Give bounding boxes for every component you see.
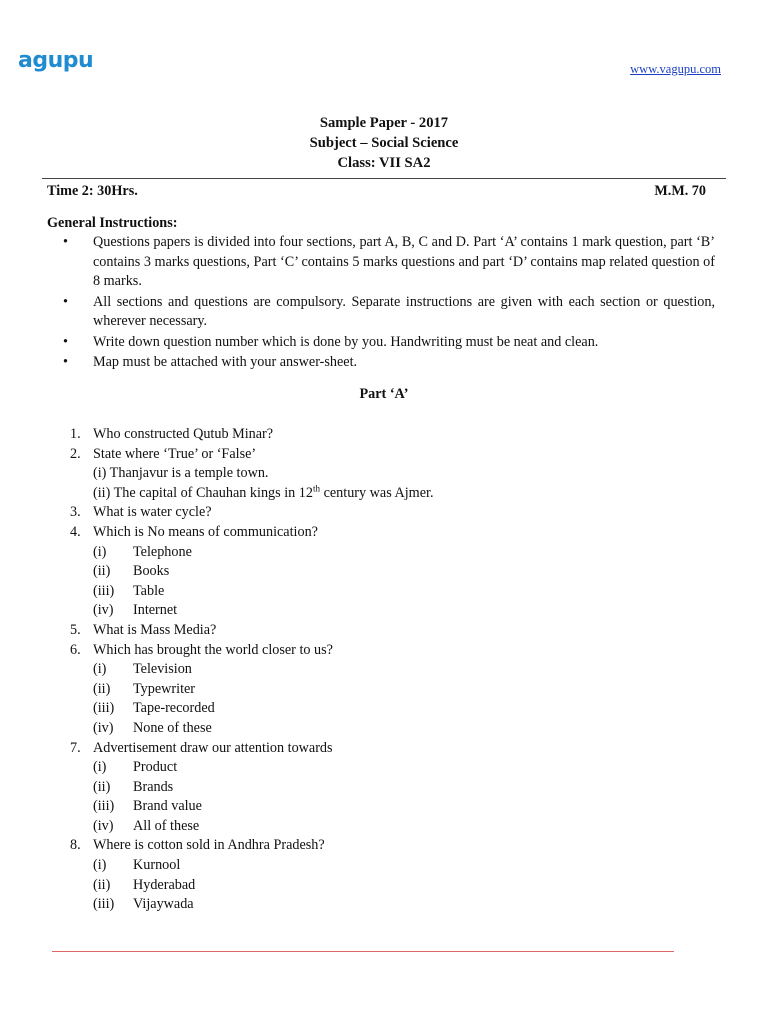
time-label: Time 2: 30Hrs.	[47, 183, 138, 199]
option-item: (i) Product	[93, 759, 178, 776]
option-item: (iii) Vijaywada	[93, 896, 194, 913]
instructions-list	[47, 233, 715, 374]
logo-text: agupu	[18, 48, 94, 73]
bullet-icon: •	[63, 234, 68, 250]
part-a-questions	[70, 425, 720, 915]
option-item: (iii) Table	[93, 582, 165, 599]
instruction-item: • Map must be attached with your answer-sheet.	[47, 353, 715, 373]
instructions-heading: General Instructions:	[47, 215, 178, 231]
time-marks-row	[47, 183, 706, 200]
option-item: (iii) Brand value	[93, 798, 202, 815]
question-7: 7. Advertisement draw our attention towards	[70, 739, 333, 756]
paper-titles	[0, 113, 768, 173]
paper-title: Sample Paper - 2017	[319, 115, 449, 131]
instruction-item: • Write down question number which is done by you. Handwriting must be neat and clean.	[47, 333, 715, 353]
option-item: (i) Telephone	[93, 543, 192, 560]
option-item: (i) Television	[93, 661, 192, 678]
instruction-item: • All sections and questions are compulsory. Separate instructions are given with each section or question, wherever necessary.	[63, 293, 715, 329]
option-item: (iv) None of these	[93, 719, 212, 736]
instruction-item: • Questions papers is divided into four sections, part A, B, C and D. Part ‘A’ contains 1 mark question, part ‘B’ contains 3 marks questions, Part ‘C’ contains 5 marks questions and part ‘D’ contains map related question of 8 marks.	[63, 234, 715, 289]
question-1: 1. Who constructed Qutub Minar?	[70, 426, 274, 442]
question-8: 8. Where is cotton sold in Andhra Pradesh?	[70, 837, 325, 854]
question-4: 4. Which is No means of communication?	[70, 523, 318, 540]
question-2-statement-1: (i) Thanjavur is a temple town.	[93, 465, 269, 482]
question-5: 5. What is Mass Media?	[70, 621, 217, 638]
question-2: 2. State where ‘True’ or ‘False’	[70, 445, 257, 462]
question-3: 3. What is water cycle?	[70, 504, 212, 521]
website-link[interactable]: www.vagupu.com	[630, 62, 721, 76]
bullet-icon: •	[63, 333, 68, 350]
option-item: (ii) Brands	[93, 778, 174, 795]
vagupu-logo	[18, 48, 93, 73]
option-item: (iv) All of these	[93, 817, 200, 834]
bullet-icon: •	[63, 354, 68, 370]
part-a-title: Part ‘A’	[359, 386, 409, 402]
option-item: (ii) Books	[93, 563, 170, 580]
question-2-statement-2: (ii) The capital of Chauhan kings in 12th century was Ajmer.	[93, 483, 434, 501]
option-item: (iii) Tape-recorded	[93, 700, 215, 717]
class-title: Class: VII SA2	[337, 155, 431, 171]
option-item: (ii) Hyderabad	[93, 876, 196, 893]
bullet-icon: •	[63, 293, 68, 310]
question-6: 6. Which has brought the world closer to us?	[70, 641, 333, 658]
footer-divider	[52, 951, 674, 952]
subject-title: Subject – Social Science	[309, 135, 459, 151]
header-divider	[42, 178, 726, 179]
option-item: (iv) Internet	[93, 602, 178, 619]
option-item: (i) Kurnool	[93, 857, 181, 874]
option-item: (ii) Typewriter	[93, 680, 196, 697]
max-marks-label: M.M. 70	[654, 183, 706, 199]
